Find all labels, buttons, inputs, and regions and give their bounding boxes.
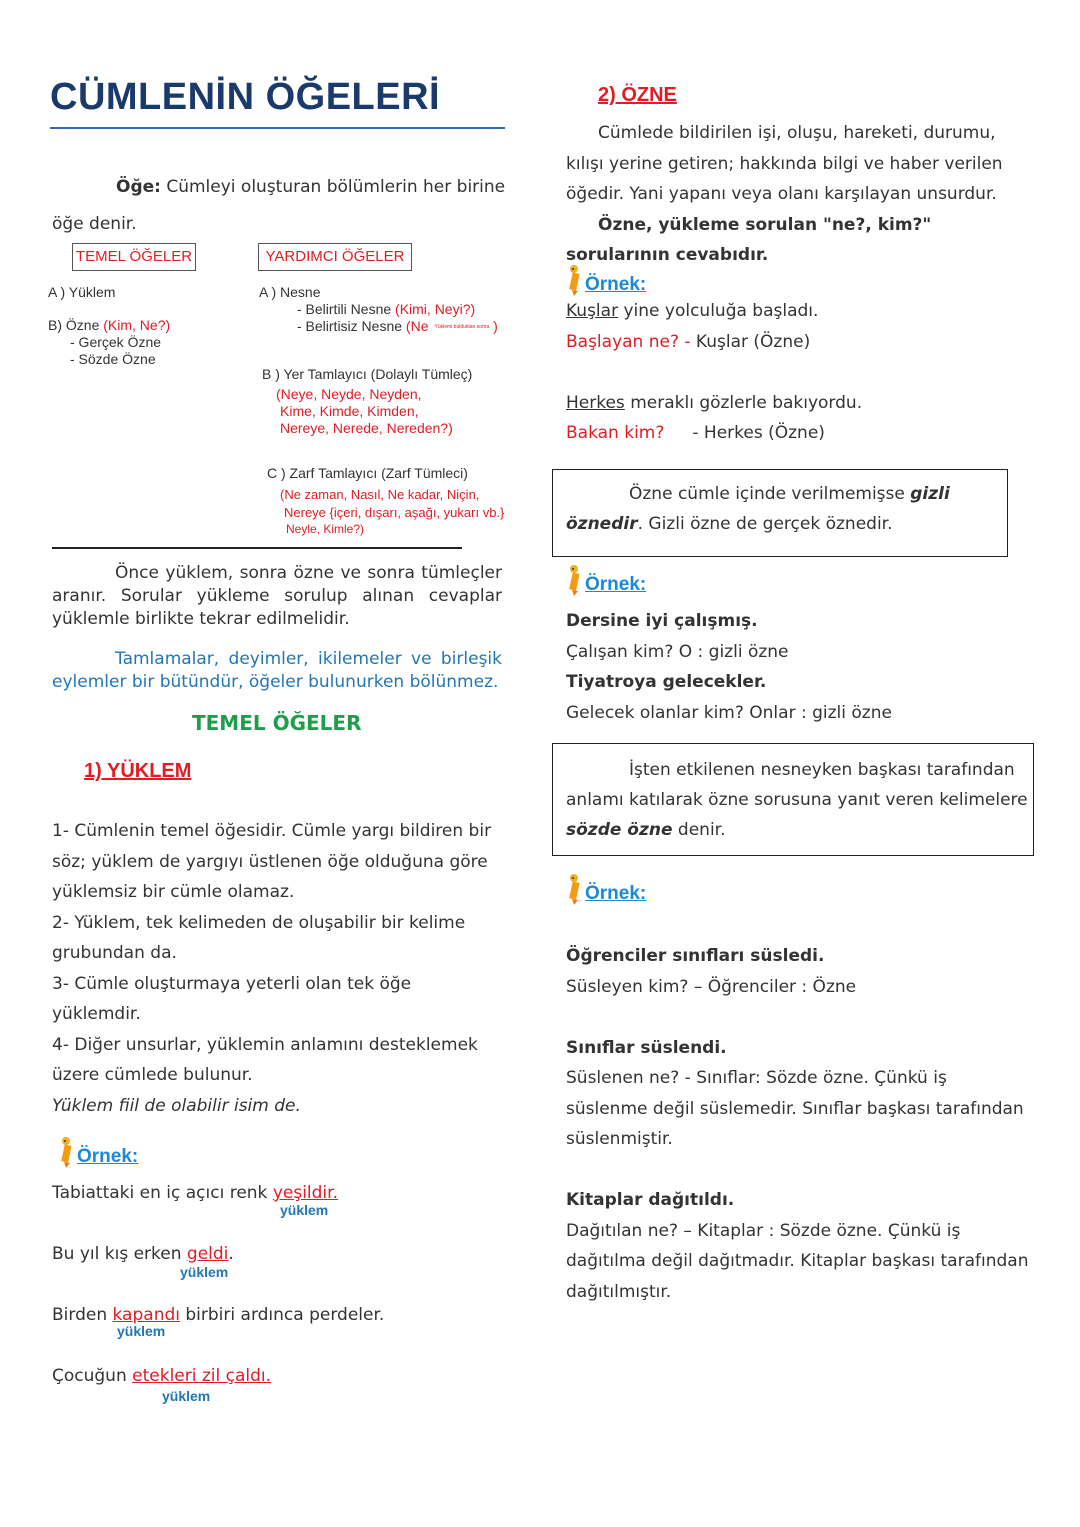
diagram-belirtili: - Belirtili Nesne (Kimi, Neyi?) <box>297 301 476 317</box>
yuklem-tag-2: yüklem <box>180 1264 229 1280</box>
diagram-yer-q1: (Neye, Neyde, Neyden, <box>276 386 422 402</box>
ozne-example-2-q: Bakan kim? - Herkes (Özne) <box>566 423 825 443</box>
yardimci-ogeler-box: YARDIMCI ÖĞELER <box>258 243 412 271</box>
diagram-belirtisiz: - Belirtisiz Nesne (Ne Yüklemi bulduktan sonra ) <box>297 318 498 334</box>
diagram-nesne: A ) Nesne <box>259 284 321 300</box>
ozne-example-1-q: Başlayan ne? - Kuşlar (Özne) <box>566 332 811 352</box>
yuklem-tag-3: yüklem <box>117 1323 166 1339</box>
ozne-definition: Cümlede bildirilen işi, oluşu, hareketi, durumu, kılışı yerine getiren; hakkında bilgi ve haber verilen öğedir. Yani yapanı veya olanı karşılayan unsurdur. Özne, yükleme sorulan "ne?, kim?" sorularının cevabıdır. <box>566 123 1003 265</box>
diagram-sozde-ozne: - Sözde Özne <box>70 351 156 367</box>
ornek-label-sozde: Örnek: <box>566 873 646 905</box>
yuklem-tag-4: yüklem <box>162 1388 211 1404</box>
ozne-title: 2) ÖZNE <box>598 84 677 106</box>
diagram-bottom-line <box>52 547 462 549</box>
diagram-yer-q2: Kime, Kimde, Kimden, <box>280 403 419 419</box>
ornek-label-gizli: Örnek: <box>566 564 646 596</box>
diagram-zarf-q3: Neyle, Kimle?) <box>286 522 365 536</box>
diagram-yuklem: A ) Yüklem <box>48 284 116 300</box>
diagram-zarf-q1: (Ne zaman, Nasıl, Ne kadar, Niçin, <box>280 487 480 502</box>
diagram-zarf-tamlayici: C ) Zarf Tamlayıcı (Zarf Tümleci) <box>267 465 468 481</box>
yuklem-list: 1- Cümlenin temel öğesidir. Cümle yargı bildiren bir söz; yüklem de yargıyı üstlenen öğe olduğuna göre yüklemsiz bir cümle olamaz. 2- Yüklem, tek kelimeden de oluşabilir bir kelime grubundan da. 3- Cümle oluşturmaya yeterli olan tek öğe yüklemdir. 4- Diğer unsurlar, yüklemin anlamını desteklemek üzere cümlede bulunur. Yüklem fiil de olabilir isim de. <box>52 821 492 1116</box>
yuklem-example-2: Bu yıl kış erken geldi. <box>52 1244 234 1264</box>
gizli-examples: Dersine iyi çalışmış. Çalışan kim? O : gizli özne Tiyatroya gelecekler. Gelecek olanlar kim? Onlar : gizli özne <box>566 611 892 723</box>
temel-ogeler-box: TEMEL ÖĞELER <box>72 243 196 271</box>
tamlama-paragraph: Tamlamalar, deyimler, ikilemeler ve birleşik eylemler bir bütündür, öğeler bulunurken bölünmez. <box>52 649 502 692</box>
ozne-example-2: Herkes meraklı gözlerle bakıyordu. <box>566 393 863 413</box>
diagram-gercek-ozne: - Gerçek Özne <box>70 334 162 350</box>
sozde-examples: Öğrenciler sınıfları süsledi. Süsleyen kim? – Öğrenciler : Özne Sınıflar süslendi. Süslenen ne? - Sınıflar: Sözde özne. Çünkü iş süslenme değil süslemedir. Sınıflar başkası tarafından süslenmiştir. Kitaplar dağıtıldı. Dağıtılan ne? – Kitaplar : Sözde özne. Çünkü iş dağıtılma değil dağıtmadır. Kitaplar başkası tarafından dağıtılmıştır. <box>566 946 1029 1302</box>
pencil-mascot-icon <box>566 873 584 905</box>
ornek-label-ozne: Örnek: <box>566 264 646 296</box>
yuklem-example-3: Birden kapandı birbiri ardınca perdeler. <box>52 1305 385 1325</box>
pencil-mascot-icon <box>58 1136 76 1168</box>
diagram-yer-tamlayici: B ) Yer Tamlayıcı (Dolaylı Tümleç) <box>262 366 473 382</box>
pencil-mascot-icon <box>566 264 584 296</box>
diagram-yer-q3: Nereye, Nerede, Nereden?) <box>280 420 453 436</box>
oge-definition-line2: öğe denir. <box>52 214 137 234</box>
pencil-mascot-icon <box>566 564 584 596</box>
page-title: CÜMLENİN ÖĞELERİ <box>50 76 441 118</box>
diagram-zarf-q2: Nereye {içeri, dışarı, aşağı, yukarı vb.} <box>284 505 505 520</box>
diagram-ozne: B) Özne (Kim, Ne?) <box>48 317 171 333</box>
title-underline <box>50 127 505 129</box>
gizli-ozne-box: Özne cümle içinde verilmemişse gizli öznedir. Gizli özne de gerçek öznedir. <box>552 469 1008 557</box>
yuklem-example-4: Çocuğun etekleri zil çaldı. <box>52 1366 272 1386</box>
once-paragraph: Önce yüklem, sonra özne ve sonra tümleçler aranır. Sorular yükleme sorulup alınan cevaplar yüklemle birlikte tekrar edilmelidir. <box>52 563 502 629</box>
yuklem-title: 1) YÜKLEM <box>84 760 192 782</box>
temel-ogeler-title: TEMEL ÖĞELER <box>192 711 362 735</box>
ozne-example-1: Kuşlar yine yolculuğa başladı. <box>566 301 819 321</box>
sozde-ozne-box: İşten etkilenen nesneyken başkası tarafından anlamı katılarak özne sorusuna yanıt veren kelimelere sözde özne denir. <box>552 743 1034 856</box>
yuklem-example-1: Tabiattaki en iç açıcı renk yeşildir. <box>52 1183 338 1203</box>
ornek-label-yuklem: Örnek: <box>58 1136 138 1168</box>
yuklem-tag-1: yüklem <box>280 1202 329 1218</box>
oge-definition: Öğe: Cümleyi oluşturan bölümlerin her birine <box>116 177 506 197</box>
